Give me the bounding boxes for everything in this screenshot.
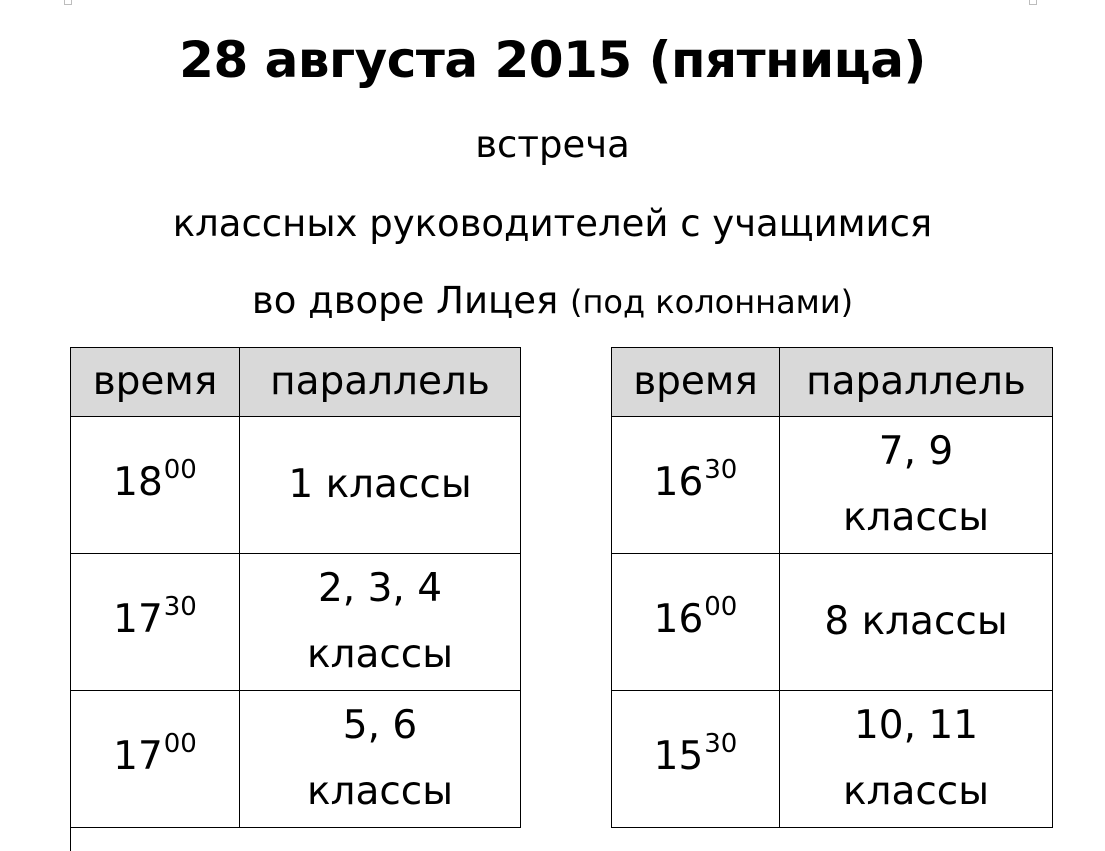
- time-hour: 18: [113, 460, 163, 505]
- header-time: время: [71, 348, 240, 417]
- time-cell: [612, 691, 780, 828]
- time-minute: 30: [704, 729, 738, 759]
- time-cell: [612, 417, 780, 554]
- classes-line-2: классы: [306, 769, 454, 814]
- time-hour: 16: [653, 597, 704, 642]
- subtitle-line-2: классных руководителей с учащимися: [172, 202, 933, 245]
- classes-line-2: классы: [842, 769, 990, 814]
- time-minute: 00: [704, 592, 738, 622]
- table-row: [71, 691, 521, 828]
- time-cell: [612, 554, 780, 691]
- table-row: [612, 691, 1053, 828]
- table-row: [612, 554, 1053, 691]
- page-corner-mark-right: [1029, 0, 1037, 5]
- parallel-cell: [780, 554, 1053, 691]
- location-note: (под колоннами): [570, 283, 854, 321]
- table-row: [71, 417, 521, 554]
- header-parallel: параллель: [240, 348, 521, 417]
- schedule-table-right: [611, 347, 1053, 828]
- time-cell: [71, 417, 240, 554]
- location-text: во дворе Лицея: [251, 279, 559, 322]
- time-minute: 00: [163, 729, 197, 759]
- time-hour: 16: [653, 460, 704, 505]
- time-cell: [71, 554, 240, 691]
- page-title: 28 августа 2015 (пятница): [179, 31, 926, 89]
- parallel-cell: [240, 691, 521, 828]
- time-minute: 00: [163, 455, 197, 485]
- classes-line-1: 7, 9: [878, 429, 954, 474]
- classes-line-1: 1 классы: [288, 462, 472, 507]
- subtitle-line-3: [0, 276, 1105, 327]
- time-hour: 17: [113, 597, 163, 642]
- table-row: [612, 417, 1053, 554]
- table-header-row: [71, 348, 521, 417]
- classes-line-1: 8 классы: [824, 599, 1008, 644]
- classes-line-2: классы: [306, 632, 454, 677]
- parallel-cell: [780, 691, 1053, 828]
- table-header-row: [612, 348, 1053, 417]
- table-row: [71, 554, 521, 691]
- schedule-table-left: [70, 347, 521, 828]
- parallel-cell: [240, 417, 521, 554]
- header-parallel: параллель: [780, 348, 1053, 417]
- page-edge-line: [70, 826, 71, 851]
- page-corner-mark-left: [64, 0, 72, 5]
- time-minute: 30: [163, 592, 197, 622]
- time-minute: 30: [704, 455, 738, 485]
- classes-line-2: классы: [842, 495, 990, 540]
- time-hour: 15: [653, 734, 704, 779]
- parallel-cell: [240, 554, 521, 691]
- parallel-cell: [780, 417, 1053, 554]
- time-hour: 17: [113, 734, 163, 779]
- classes-line-1: 5, 6: [342, 703, 418, 748]
- subtitle-line-1: встреча: [475, 123, 630, 166]
- header-time: время: [612, 348, 780, 417]
- classes-line-1: 2, 3, 4: [317, 566, 443, 611]
- time-cell: [71, 691, 240, 828]
- classes-line-1: 10, 11: [853, 703, 979, 748]
